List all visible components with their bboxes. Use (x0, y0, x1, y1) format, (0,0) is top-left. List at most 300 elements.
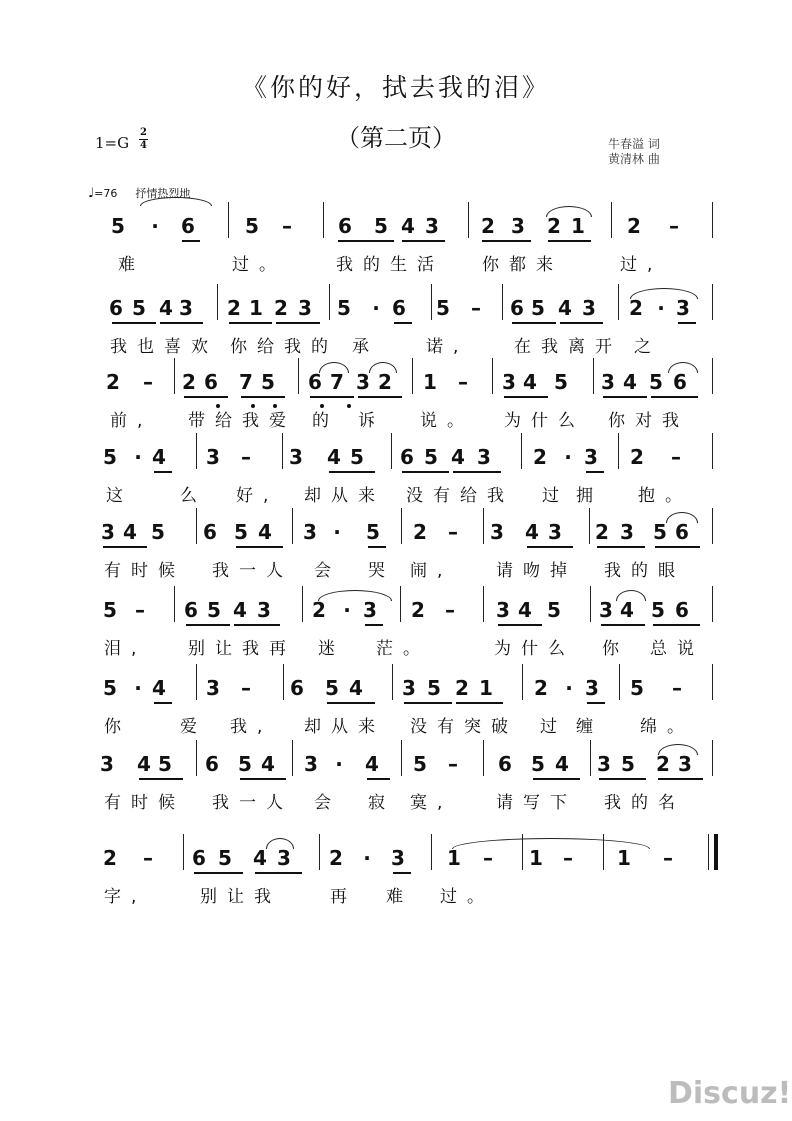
notation-row (0, 366, 792, 406)
note: 3 (289, 445, 303, 469)
beam-underline (154, 702, 172, 704)
barline (319, 834, 320, 870)
barline (712, 586, 713, 622)
lyricist: 牛春溢 词 (608, 137, 660, 151)
barline (618, 284, 619, 320)
score-line-9 (0, 842, 792, 922)
note: 4 (523, 370, 537, 394)
lyric-text: 过 (542, 486, 569, 506)
note: 3 (425, 214, 439, 238)
lyric-text: 寂 (368, 793, 395, 813)
dot-duration: · (565, 676, 573, 700)
barline (619, 664, 620, 700)
lyric-text: 没有突破 (410, 717, 518, 737)
note: 3 (496, 598, 510, 622)
note: 6 (109, 296, 123, 320)
note: 6 (192, 846, 206, 870)
lyric-text: 我, (230, 717, 273, 737)
note: 6 (400, 445, 414, 469)
extension-dash: – (563, 846, 573, 870)
note: 1 (479, 676, 493, 700)
beam-underline (236, 546, 283, 548)
barline (292, 508, 293, 544)
note: 2 (656, 752, 670, 776)
note: 5 (238, 752, 252, 776)
lyric-text: 好, (236, 486, 279, 506)
beam-underline (393, 872, 411, 874)
beam-underline (365, 624, 383, 626)
dot-duration: · (372, 296, 380, 320)
note: 5 (621, 752, 635, 776)
beam-underline (234, 624, 280, 626)
beam-underline (482, 240, 531, 242)
lyric-text: 绵。 (640, 717, 694, 737)
page-subtitle: （第二页） (336, 124, 456, 152)
beam-underline (241, 396, 285, 398)
tie-slur (452, 838, 650, 849)
lyric-text: 别让我 (200, 887, 281, 907)
note: 4 (253, 846, 267, 870)
beam-underline (139, 778, 183, 780)
note: 2 (630, 445, 644, 469)
lyric-text: 没有给我 (406, 486, 514, 506)
score-line-6 (0, 594, 792, 674)
note: 2 (595, 520, 609, 544)
barline (522, 664, 523, 700)
note: 2 (627, 214, 641, 238)
extension-dash: – (669, 214, 679, 238)
note: 5 (653, 520, 667, 544)
note: 3 (582, 296, 596, 320)
beam-underline (597, 546, 645, 548)
note: 2 (227, 296, 241, 320)
extension-dash: – (135, 598, 145, 622)
barline (283, 664, 284, 700)
barline (323, 202, 324, 238)
note: 6 (308, 370, 322, 394)
note: 3 (502, 370, 516, 394)
barline (590, 586, 591, 622)
note: 6 (338, 214, 352, 238)
note: 6 (204, 370, 218, 394)
dot-duration: · (564, 445, 572, 469)
lyric-text: 之 (634, 337, 661, 357)
beam-underline (651, 396, 698, 398)
lyrics-row (0, 406, 792, 434)
lyric-text: 却从来 (304, 486, 385, 506)
note: 3 (356, 370, 370, 394)
note: 1 (249, 296, 263, 320)
tie-slur (266, 838, 294, 849)
lyrics-row (0, 882, 792, 910)
lyric-text: 爱 (180, 717, 207, 737)
barline (618, 433, 619, 469)
lyric-text: 我的眼 (604, 561, 685, 581)
note: 2 (182, 370, 196, 394)
score-line-8 (0, 748, 792, 828)
extension-dash: – (458, 370, 468, 394)
note: 3 (206, 445, 220, 469)
note: 4 (152, 445, 166, 469)
extension-dash: – (241, 676, 251, 700)
beam-underline (338, 240, 394, 242)
lyric-text: 闹, (410, 561, 453, 581)
lyric-text: 有时候 (104, 561, 185, 581)
barline (712, 433, 713, 469)
extension-dash: – (282, 214, 292, 238)
lyric-text: 我的名 (604, 793, 685, 813)
note: 3 (601, 370, 615, 394)
note: 5 (427, 676, 441, 700)
lyric-text: 在我离开 (514, 337, 622, 357)
lyrics-row (0, 250, 792, 278)
note: 6 (673, 370, 687, 394)
note: 5 (103, 676, 117, 700)
note: 5 (111, 214, 125, 238)
lyric-text: 却从来 (304, 717, 385, 737)
notation-row (0, 672, 792, 712)
lyric-text: 会 (314, 793, 341, 813)
note: 3 (620, 520, 634, 544)
beam-underline (367, 778, 390, 780)
note: 3 (678, 752, 692, 776)
note: 6 (675, 598, 689, 622)
barline (298, 358, 299, 394)
notation-row (0, 594, 792, 634)
dot-duration: · (134, 676, 142, 700)
note: 4 (327, 445, 341, 469)
note: 5 (245, 214, 259, 238)
lyric-text: 别让我再 (188, 639, 296, 659)
beam-underline (658, 778, 703, 780)
lyric-text: 带给我爱 (188, 411, 296, 431)
note: 2 (413, 520, 427, 544)
note: 3 (257, 598, 271, 622)
lyric-text: 抱。 (638, 486, 692, 506)
beam-underline (653, 624, 700, 626)
barline (712, 508, 713, 544)
expression-slur (140, 197, 212, 206)
note: 6 (510, 296, 524, 320)
extension-dash: – (445, 598, 455, 622)
note: 2 (481, 214, 495, 238)
tie-slur (546, 206, 592, 217)
note: 4 (620, 598, 634, 622)
beam-underline (184, 396, 228, 398)
lyric-text: 的 (312, 411, 339, 431)
barline (183, 834, 184, 870)
beam-underline (194, 872, 243, 874)
notation-row (0, 441, 792, 481)
beam-underline (182, 240, 200, 242)
note: 5 (103, 598, 117, 622)
note: 6 (290, 676, 304, 700)
lyrics-row (0, 712, 792, 740)
barline (196, 508, 197, 544)
barline (483, 586, 484, 622)
note: 3 (100, 752, 114, 776)
beam-underline (560, 322, 603, 324)
lyric-text: 请吻掉 (496, 561, 577, 581)
lyric-text: 再 (330, 887, 357, 907)
note: 2 (103, 846, 117, 870)
beam-underline (240, 778, 286, 780)
barline (593, 358, 594, 394)
note: 5 (436, 296, 450, 320)
note: 3 (548, 520, 562, 544)
beam-underline (186, 624, 230, 626)
note: 5 (103, 445, 117, 469)
beam-underline (453, 471, 501, 473)
lyric-text: 总说 (650, 639, 704, 659)
lyric-text: 过。 (440, 887, 494, 907)
dot-duration: · (335, 752, 343, 776)
note: 5 (413, 752, 427, 776)
barline (329, 284, 330, 320)
notation-row (0, 748, 792, 788)
lyric-text: 你对我 (608, 411, 689, 431)
beam-underline (310, 396, 354, 398)
beam-underline (456, 702, 503, 704)
note: 5 (218, 846, 232, 870)
lyrics-row (0, 481, 792, 509)
barline (174, 586, 175, 622)
time-top: 2 (140, 127, 147, 138)
note: 4 (518, 598, 532, 622)
lyrics-row (0, 556, 792, 584)
key-signature: 1=G (95, 134, 130, 152)
beam-underline (402, 240, 445, 242)
note: 4 (123, 520, 137, 544)
score-line-3 (0, 366, 792, 446)
note: 3 (676, 296, 690, 320)
lyric-text: 茫。 (376, 639, 430, 659)
note: 2 (533, 445, 547, 469)
expression-mark: 抒情热烈地 (135, 187, 191, 200)
beam-underline (533, 778, 580, 780)
dot-duration: · (363, 846, 371, 870)
note: 5 (630, 676, 644, 700)
barline (196, 664, 197, 700)
score-line-4 (0, 441, 792, 521)
barline (483, 740, 484, 776)
beam-underline (527, 546, 573, 548)
lyric-text: 哭 (368, 561, 395, 581)
beam-underline (504, 396, 548, 398)
barline (712, 202, 713, 238)
beam-underline (160, 322, 203, 324)
notation-row (0, 842, 792, 882)
beam-underline (404, 702, 452, 704)
note: 6 (181, 214, 195, 238)
extension-dash: – (483, 846, 493, 870)
note: 2 (274, 296, 288, 320)
barline (401, 740, 402, 776)
barline (196, 433, 197, 469)
score-line-7 (0, 672, 792, 752)
beam-underline (599, 778, 646, 780)
lyrics-row (0, 634, 792, 662)
note: 5 (554, 370, 568, 394)
beam-underline (229, 322, 272, 324)
note: 1 (529, 846, 543, 870)
lyric-text: 难 (386, 887, 413, 907)
lyric-text: 前, (110, 411, 153, 431)
beam-underline (512, 322, 556, 324)
beam-underline (601, 624, 645, 626)
barline (217, 284, 218, 320)
beam-underline (586, 471, 604, 473)
lyric-text: 我也 (110, 337, 164, 357)
note: 4 (558, 296, 572, 320)
note: 6 (392, 296, 406, 320)
note: 5 (547, 598, 561, 622)
beam-underline (358, 396, 402, 398)
dot-duration: · (333, 520, 341, 544)
note: 5 (366, 520, 380, 544)
extension-dash: – (671, 445, 681, 469)
lyric-text: 你给我的 (230, 337, 338, 357)
beam-underline (154, 471, 172, 473)
note: 3 (511, 214, 525, 238)
extension-dash: – (471, 296, 481, 320)
note: 5 (531, 752, 545, 776)
lyric-text: 有时候 (104, 793, 185, 813)
lyric-text: 请写下 (496, 793, 577, 813)
note: 3 (304, 752, 318, 776)
note: 4 (401, 214, 415, 238)
beam-underline (368, 546, 386, 548)
notation-row (0, 210, 792, 250)
score-line-1 (0, 210, 792, 290)
note: 7 (330, 370, 344, 394)
lyric-text: 承 (352, 337, 379, 357)
note: 6 (205, 752, 219, 776)
beam-underline (548, 240, 591, 242)
note: 4 (349, 676, 363, 700)
barline (292, 740, 293, 776)
lyric-text: 字, (104, 887, 147, 907)
barline (483, 508, 484, 544)
lyric-text: 为什么 (504, 411, 585, 431)
beam-underline (603, 396, 647, 398)
song-title: 《你的好，拭去我的泪》 (241, 73, 550, 102)
lyric-text: 么 (180, 486, 207, 506)
composer: 黄清林 曲 (608, 152, 660, 166)
note: 5 (207, 598, 221, 622)
beam-underline (587, 702, 605, 704)
note: 3 (179, 296, 193, 320)
barline (174, 358, 175, 394)
note: 6 (675, 520, 689, 544)
note: 3 (101, 520, 115, 544)
note: 2 (312, 598, 326, 622)
note: 5 (234, 520, 248, 544)
note: 3 (599, 598, 613, 622)
note: 5 (350, 445, 364, 469)
lyric-text: 迷 (318, 639, 345, 659)
beam-underline (327, 702, 375, 704)
lyric-text: 缠 (576, 717, 603, 737)
beam-underline (255, 872, 302, 874)
notation-row (0, 292, 792, 332)
lyric-text: 你 (602, 639, 629, 659)
credits (608, 137, 660, 167)
extension-dash: – (143, 846, 153, 870)
beam-underline (655, 546, 700, 548)
dot-duration: · (134, 445, 142, 469)
lyric-text: 我的生活 (336, 255, 444, 275)
lyric-text: 拥 (576, 486, 603, 506)
lyric-text: 我一人 (212, 793, 293, 813)
note: 2 (534, 676, 548, 700)
barline (589, 508, 590, 544)
barline (391, 433, 392, 469)
barline (712, 284, 713, 320)
note: 3 (585, 676, 599, 700)
note: 5 (531, 296, 545, 320)
score-line-2 (0, 292, 792, 372)
barline (468, 202, 469, 238)
lyric-text: 泪, (104, 639, 147, 659)
barline (590, 740, 591, 776)
note: 6 (184, 598, 198, 622)
note: 1 (447, 846, 461, 870)
lyric-text: 喜欢 (164, 337, 218, 357)
time-bottom: 4 (140, 140, 147, 151)
lyric-text: 说。 (420, 411, 474, 431)
extension-dash: – (143, 370, 153, 394)
barline (302, 586, 303, 622)
lyric-text: 过。 (232, 255, 286, 275)
lyrics-row (0, 788, 792, 816)
barline (431, 284, 432, 320)
beam-underline (103, 546, 147, 548)
note: 2 (378, 370, 392, 394)
note: 5 (374, 214, 388, 238)
note: 4 (233, 598, 247, 622)
note: 2 (547, 214, 561, 238)
extension-dash: – (663, 846, 673, 870)
lyric-text: 为什么 (494, 639, 575, 659)
note: 5 (325, 676, 339, 700)
lyric-text: 寞, (410, 793, 453, 813)
beam-underline (112, 322, 156, 324)
barline (712, 740, 713, 776)
barline (492, 358, 493, 394)
lyric-text: 过, (620, 255, 663, 275)
note: 1 (423, 370, 437, 394)
time-signature (139, 128, 148, 151)
note: 4 (258, 520, 272, 544)
watermark: Discuz! (668, 1076, 792, 1111)
note: 3 (597, 752, 611, 776)
lyrics-row (0, 332, 792, 360)
lyric-text: 会 (314, 561, 341, 581)
note: 5 (151, 520, 165, 544)
beam-underline (498, 624, 542, 626)
note: 2 (629, 296, 643, 320)
note: 3 (402, 676, 416, 700)
extension-dash: – (241, 445, 251, 469)
note: 4 (261, 752, 275, 776)
barline (431, 834, 432, 870)
note: 2 (329, 846, 343, 870)
beam-underline (276, 322, 320, 324)
note: 4 (555, 752, 569, 776)
dot-duration: · (657, 296, 665, 320)
note: 5 (651, 598, 665, 622)
